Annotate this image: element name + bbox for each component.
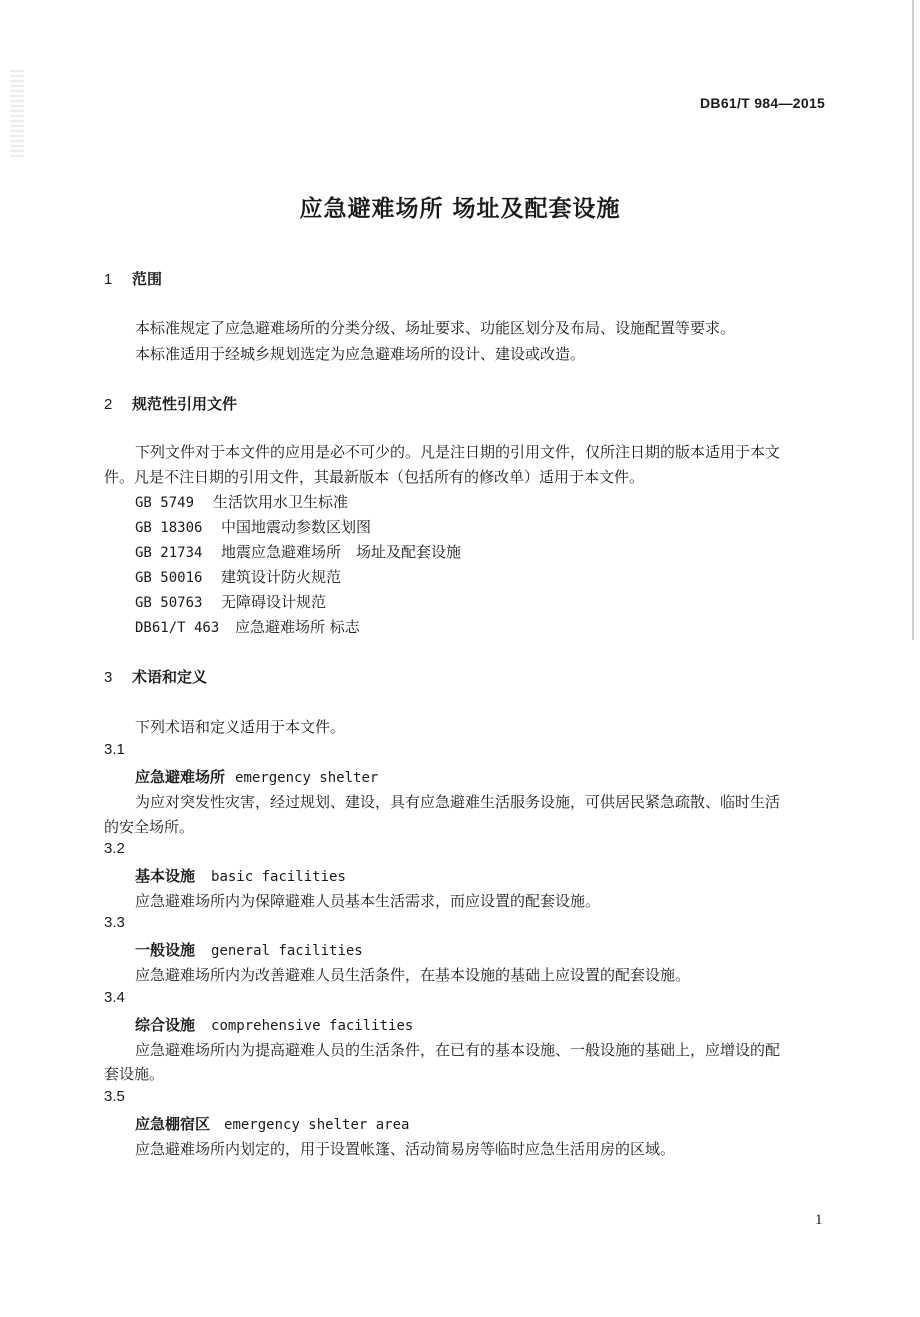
section-title: 术语和定义 <box>132 668 208 686</box>
term-english: basic facilities <box>211 869 346 885</box>
section-title: 范围 <box>132 270 163 288</box>
term-definition: 套设施。 <box>104 1065 165 1083</box>
section-title: 规范性引用文件 <box>132 395 238 413</box>
term-definition: 的安全场所。 <box>104 818 195 836</box>
section-number: 3 <box>104 669 113 686</box>
paragraph: 本标准适用于经城乡规划选定为应急避难场所的设计、建设或改造。 <box>135 345 586 363</box>
term-heading <box>135 1113 409 1134</box>
clause-number: 3.3 <box>104 914 125 931</box>
reference-item <box>135 616 360 637</box>
paragraph: 下列术语和定义适用于本文件。 <box>135 718 346 736</box>
reference-code: GB 50016 <box>135 570 203 586</box>
paragraph: 本标准规定了应急避难场所的分类分级、场址要求、功能区划分及布局、设施配置等要求。 <box>135 319 736 337</box>
term-definition: 应急避难场所内划定的，用于设置帐篷、活动简易房等临时应急生活用房的区域。 <box>135 1140 676 1158</box>
term-definition: 应急避难场所内为改善避难人员生活条件，在基本设施的基础上应设置的配套设施。 <box>135 966 691 984</box>
page-number: 1 <box>815 1212 823 1228</box>
reference-title: 应急避难场所 标志 <box>235 618 360 636</box>
term-heading <box>135 1014 413 1035</box>
section-number: 2 <box>104 396 113 413</box>
term-chinese: 一般设施 <box>135 941 196 959</box>
term-chinese: 应急棚宿区 <box>135 1115 211 1133</box>
section-1-heading <box>104 268 162 289</box>
reference-code: DB61/T 463 <box>135 620 220 636</box>
reference-code: GB 5749 <box>135 495 195 511</box>
term-english: emergency shelter area <box>224 1117 410 1133</box>
section-number: 1 <box>104 271 113 288</box>
clause-number: 3.4 <box>104 989 125 1006</box>
clause-number: 3.1 <box>104 741 125 758</box>
term-chinese: 基本设施 <box>135 867 196 885</box>
term-heading <box>135 766 378 787</box>
reference-code: GB 18306 <box>135 520 203 536</box>
reference-item <box>135 516 371 537</box>
term-english: comprehensive facilities <box>211 1018 414 1034</box>
reference-title: 建筑设计防火规范 <box>221 568 342 586</box>
term-heading <box>135 939 363 960</box>
term-definition: 为应对突发性灾害，经过规划、建设，具有应急避难生活服务设施，可供居民紧急疏散、临时生活 <box>135 793 781 811</box>
term-definition: 应急避难场所内为提高避难人员的生活条件，在已有的基本设施、一般设施的基础上，应增设的配 <box>135 1041 781 1059</box>
paragraph: 件。凡是不注日期的引用文件，其最新版本（包括所有的修改单）适用于本文件。 <box>104 468 645 486</box>
scan-binding-marks <box>10 70 24 160</box>
reference-code: GB 21734 <box>135 545 203 561</box>
reference-item <box>135 541 461 562</box>
term-chinese: 综合设施 <box>135 1016 196 1034</box>
reference-item <box>135 591 326 612</box>
section-3-heading <box>104 666 207 687</box>
clause-number: 3.5 <box>104 1088 125 1105</box>
term-english: emergency shelter <box>235 770 379 786</box>
term-definition: 应急避难场所内为保障避难人员基本生活需求，而应设置的配套设施。 <box>135 892 601 910</box>
term-chinese: 应急避难场所 <box>135 768 226 786</box>
page-title: 应急避难场所 场址及配套设施 <box>299 196 621 222</box>
paragraph: 下列文件对于本文件的应用是必不可少的。凡是注日期的引用文件，仅所注日期的版本适用于本文 <box>135 443 781 461</box>
section-2-heading <box>104 393 237 414</box>
reference-title: 地震应急避难场所 场址及配套设施 <box>221 543 462 561</box>
clause-number: 3.2 <box>104 840 125 857</box>
reference-code: GB 50763 <box>135 595 203 611</box>
term-heading <box>135 865 346 886</box>
scan-edge-shadow <box>912 0 914 640</box>
reference-item <box>135 491 348 512</box>
reference-item <box>135 566 341 587</box>
reference-title: 生活饮用水卫生标准 <box>213 493 349 511</box>
term-english: general facilities <box>211 943 363 959</box>
reference-title: 中国地震动参数区划图 <box>221 518 372 536</box>
reference-title: 无障碍设计规范 <box>221 593 327 611</box>
document-number: DB61/T 984—2015 <box>700 95 826 111</box>
